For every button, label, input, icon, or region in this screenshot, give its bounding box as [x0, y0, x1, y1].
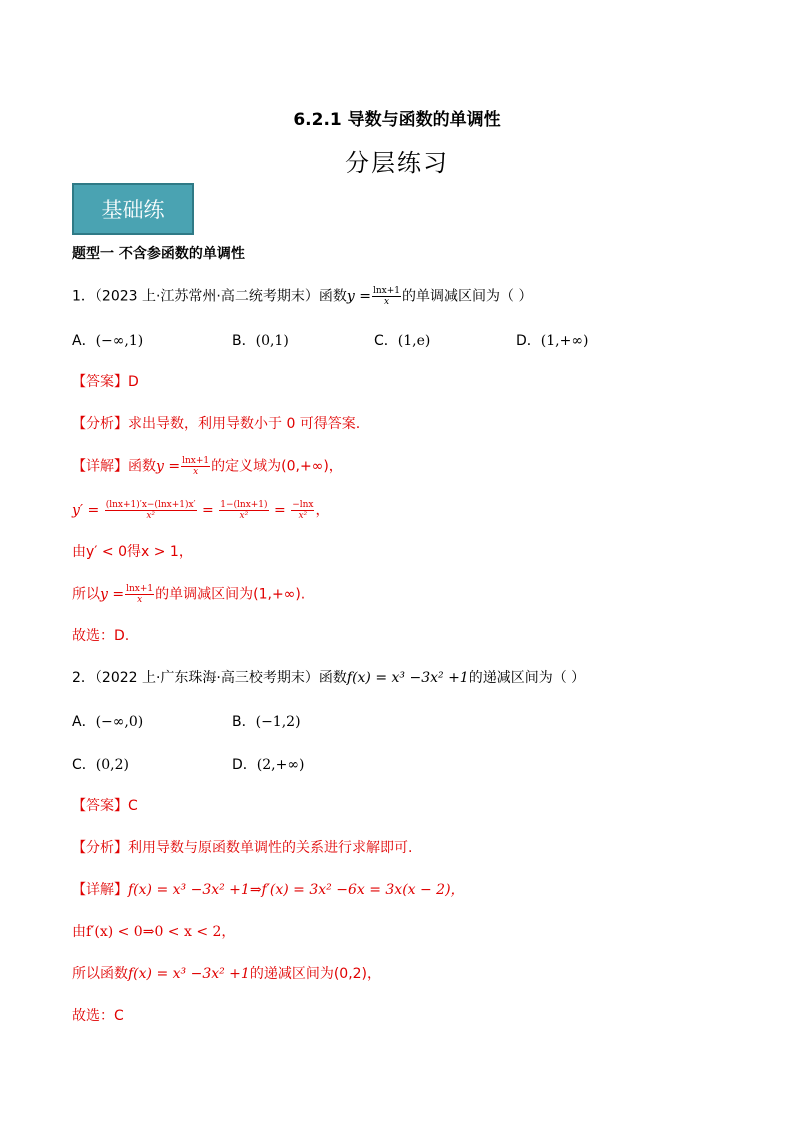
option-value: (2,+∞): [256, 757, 305, 773]
frac-den: x²: [146, 511, 155, 521]
q1-detail-label: 【详解】函数: [72, 458, 156, 475]
q2-answer: 【答案】C: [72, 798, 138, 814]
q2-detail-label: 【详解】: [72, 882, 128, 898]
level-tag: 基础练: [72, 183, 194, 235]
document-title: 6.2.1 导数与函数的单调性: [293, 110, 501, 130]
option-label: D．: [516, 333, 541, 349]
frac-num: lnx+1: [182, 456, 210, 466]
equals-sign: =: [274, 502, 286, 519]
question-2: [72, 668, 585, 688]
q2-detail: [72, 880, 465, 900]
option-label: C．: [72, 757, 96, 773]
q1-suffix: 的单调减区间为（ ）: [402, 288, 533, 305]
q1-step-1: 由y′ < 0得x > 1，: [72, 544, 193, 560]
q1-frac-num: lnx+1: [372, 286, 401, 296]
conc-lhs: y =: [100, 586, 125, 603]
conc-formula: f(x) = x³ −3x² +1: [128, 966, 250, 982]
q2-step-1: 由f′(x) < 0⇒0 < x < 2，: [72, 924, 236, 940]
conc-fraction: [125, 584, 154, 605]
conc-suffix: 的递减区间为(0,2)，: [249, 966, 382, 982]
q1-frac-den: x: [383, 297, 390, 307]
frac-den: x: [193, 467, 199, 477]
option-value: (−1,2): [255, 714, 301, 730]
q1-option-d[interactable]: [516, 330, 588, 350]
conc-prefix: 所以函数: [72, 966, 128, 982]
q2-suffix: 的递减区间为（ ）: [468, 670, 586, 686]
q1-derivative: [72, 500, 329, 521]
frac-num: 1−(lnx+1): [220, 500, 268, 510]
document-subtitle: 分层练习: [345, 149, 449, 177]
frac-den: x²: [298, 511, 308, 521]
option-label: A．: [72, 333, 96, 349]
section-heading: 题型一 不含参函数的单调性: [72, 246, 245, 262]
option-label: D．: [232, 757, 257, 773]
q1-prefix: 1．（2023 上·江苏常州·高二统考期末）函数: [72, 288, 347, 305]
q1-detail: [72, 456, 343, 477]
q2-prefix: 2．（2022 上·广东珠海·高三校考期末）函数: [72, 670, 347, 686]
option-label: B．: [232, 714, 256, 730]
frac-num: −lnx: [292, 500, 314, 510]
q1-formula-lhs: y =: [346, 288, 371, 305]
q1-answer: 【答案】D: [72, 374, 139, 390]
q1-option-c[interactable]: [374, 330, 430, 350]
q2-conclusion: [72, 964, 381, 984]
frac-den: x²: [239, 511, 249, 521]
option-value: (−∞,0): [95, 714, 144, 730]
deriv-end: ，: [315, 502, 330, 519]
option-value: (0,1): [255, 333, 289, 349]
conc-suffix: 的单调减区间为(1,+∞).: [155, 586, 306, 603]
frac-num: (lnx+1)′x−(lnx+1)x′: [105, 500, 196, 510]
q2-option-b[interactable]: [232, 711, 301, 731]
q1-detail-suffix: 的定义域为(0,+∞)，: [211, 458, 343, 475]
option-value: (0,2): [95, 757, 129, 773]
deriv-fraction-1: [105, 500, 197, 521]
conc-prefix: 所以: [72, 586, 100, 603]
q1-fraction: [372, 286, 401, 307]
q1-detail-lhs: y =: [156, 458, 181, 475]
frac-num: lnx+1: [126, 584, 154, 594]
q1-analysis: 【分析】求出导数，利用导数小于 0 可得答案.: [72, 416, 361, 432]
q2-option-d[interactable]: [232, 754, 304, 774]
question-1: [72, 286, 532, 307]
q2-formula: f(x) = x³ −3x² +1: [346, 670, 469, 686]
q2-option-c[interactable]: [72, 754, 129, 774]
option-label: A．: [72, 714, 96, 730]
option-value: (1,+∞): [540, 333, 589, 349]
q1-option-b[interactable]: [232, 330, 289, 350]
option-value: (1,e): [397, 333, 431, 349]
q2-choose: 故选：C: [72, 1008, 124, 1024]
deriv-fraction-3: [291, 500, 314, 521]
q1-option-a[interactable]: [72, 330, 143, 350]
frac-den: x: [137, 595, 143, 605]
deriv-lhs: y′ =: [72, 502, 100, 519]
option-label: C．: [374, 333, 398, 349]
q1-choose: 故选：D.: [72, 628, 130, 644]
q2-option-a[interactable]: [72, 711, 143, 731]
q2-analysis: 【分析】利用导数与原函数单调性的关系进行求解即可.: [72, 840, 413, 856]
q1-detail-fraction: [181, 456, 210, 477]
q1-conclusion: [72, 584, 305, 605]
deriv-fraction-2: [219, 500, 268, 521]
q2-detail-formula: f(x) = x³ −3x² +1⇒f′(x) = 3x² −6x = 3x(x − 2)，: [128, 882, 465, 898]
option-label: B．: [232, 333, 256, 349]
equals-sign: =: [202, 502, 214, 519]
option-value: (−∞,1): [95, 333, 144, 349]
